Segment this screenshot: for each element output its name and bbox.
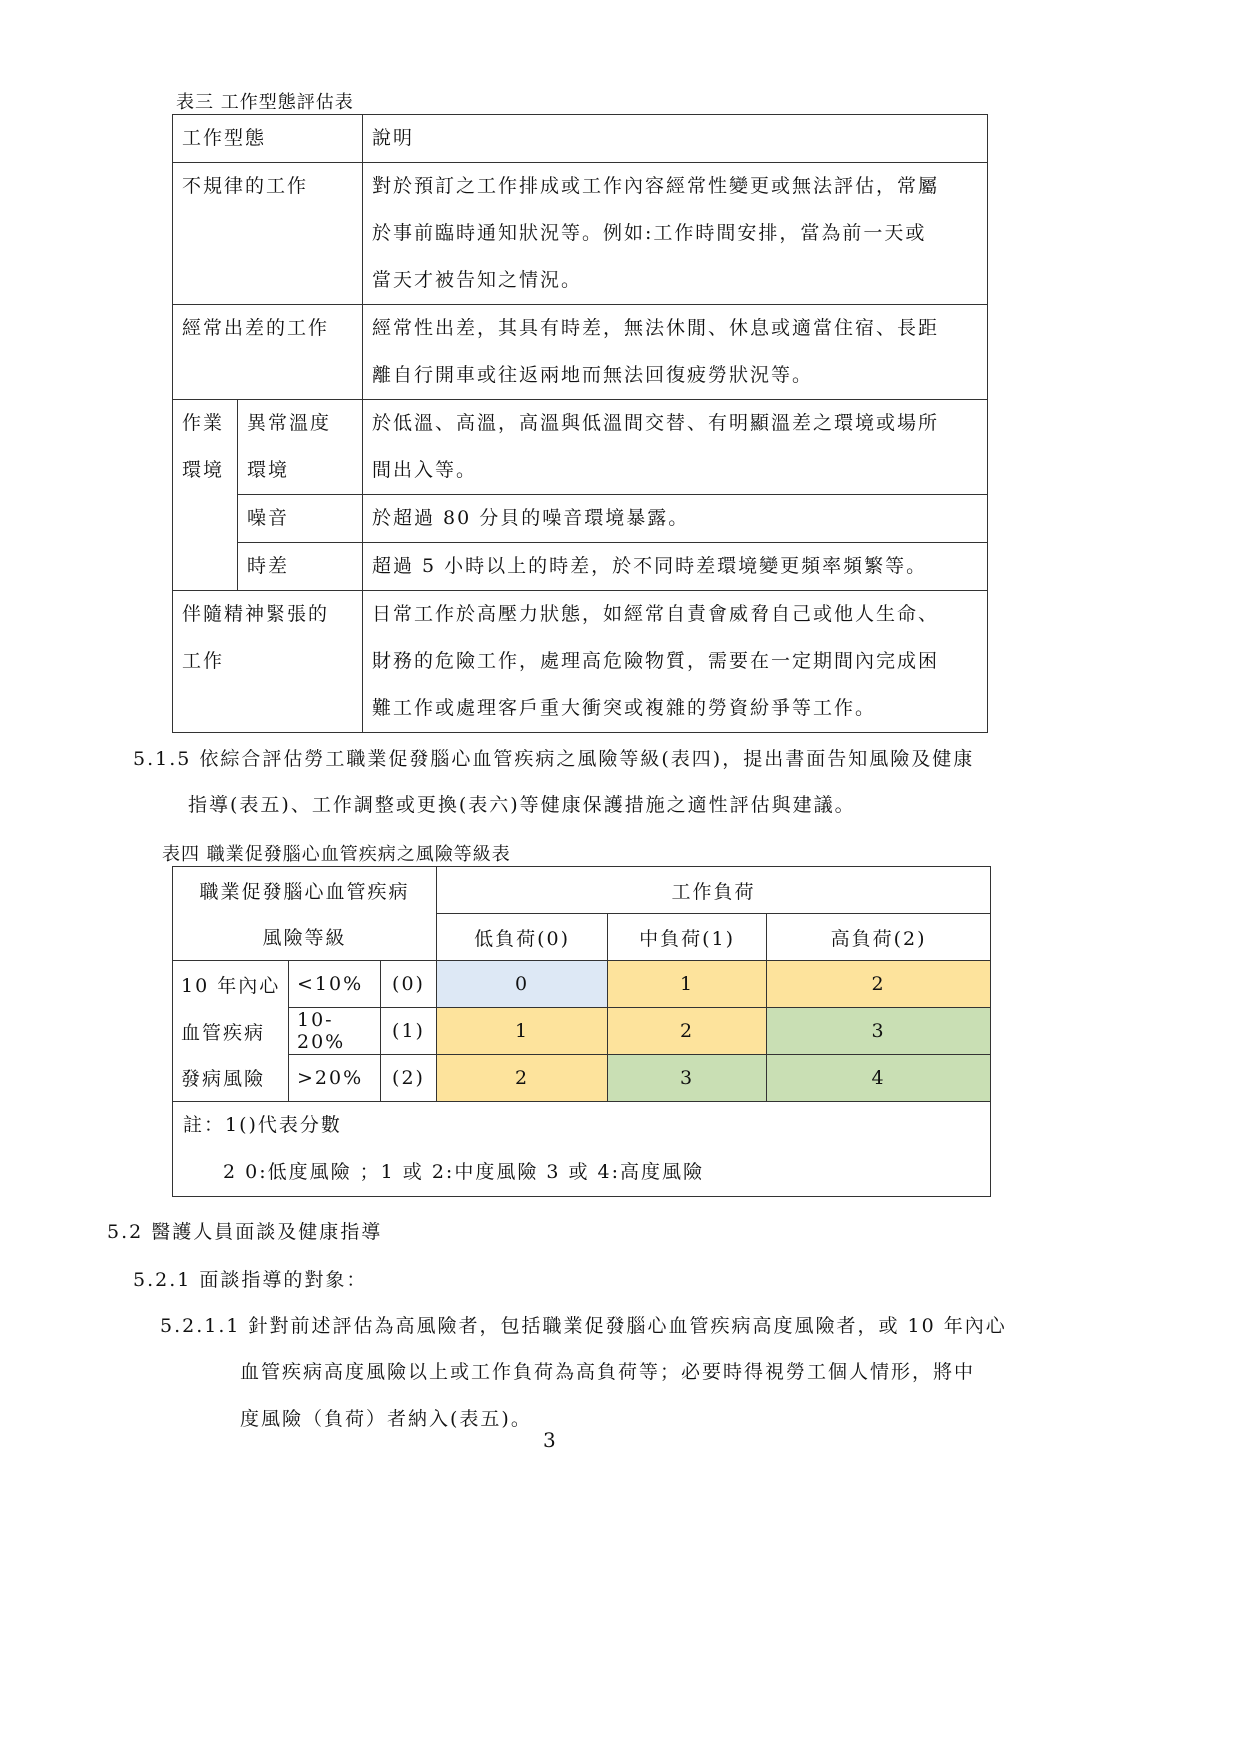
table-note-row (173, 1102, 991, 1197)
risk-cell: 3 (767, 1008, 991, 1055)
row-type-line: 噪音 (247, 507, 290, 529)
note-line1: 註：1()代表分數 (183, 1114, 342, 1136)
env-group-line: 環境 (182, 459, 225, 481)
risk-range: <10% (289, 961, 381, 1008)
work-type-table (172, 114, 988, 733)
row-type (238, 495, 363, 543)
table-row (173, 1055, 991, 1102)
risk-cell: 2 (608, 1008, 767, 1055)
table4-caption: 表四 職業促發腦心血管疾病之風險等級表 (162, 844, 511, 865)
row-desc-line: 於事前臨時通知狀況等。例如:工作時間安排，當為前一天或 (372, 222, 927, 244)
table-row (173, 495, 988, 543)
header-description: 說明 (363, 115, 988, 163)
table-row (173, 543, 988, 591)
row-desc (363, 305, 988, 400)
row-type-line: 環境 (247, 459, 290, 481)
risk-level-table (172, 866, 991, 1197)
row-desc (363, 591, 988, 733)
row-type-line: 經常出差的工作 (182, 317, 330, 339)
row-type-line: 工作 (182, 650, 225, 672)
row-desc-line: 對於預訂之工作排成或工作內容經常性變更或無法評估，常屬 (372, 175, 940, 197)
table-row (173, 591, 988, 733)
row-type (173, 163, 363, 305)
row-desc-line: 難工作或處理客戶重大衝突或複雜的勞資紛爭等工作。 (372, 697, 877, 719)
risk-score: (1) (381, 1008, 437, 1055)
row-desc-line: 財務的危險工作，處理高危險物質，需要在一定期間內完成困 (372, 650, 940, 672)
row-desc (363, 163, 988, 305)
risk-score: (0) (381, 961, 437, 1008)
risk-range: 10-20% (289, 1008, 381, 1055)
risk-cell: 2 (767, 961, 991, 1008)
workload-medium: 中負荷(1) (608, 914, 767, 961)
table-header-row (173, 115, 988, 163)
row-desc-line: 於低溫、高溫，高溫與低溫間交替、有明顯溫差之環境或場所 (372, 412, 940, 434)
table-header-row (173, 867, 991, 914)
env-group-line: 作業 (182, 412, 225, 434)
paragraph-5-1-5-line2: 指導(表五)、工作調整或更換(表六)等健康保護措施之適性評估與建議。 (188, 794, 856, 816)
row-desc-line: 離自行開車或往返兩地而無法回復疲勞狀況等。 (372, 364, 814, 386)
row-type (238, 543, 363, 591)
table3-caption: 表三 工作型態評估表 (176, 92, 354, 113)
table-row (173, 305, 988, 400)
row-desc-line: 日常工作於高壓力狀態，如經常自責會威脅自己或他人生命、 (372, 603, 940, 625)
table-row (173, 400, 988, 495)
row-desc-line: 超過 5 小時以上的時差，於不同時差環境變更頻率頻繁等。 (372, 555, 928, 577)
section-5-2-title: 5.2 醫護人員面談及健康指導 (107, 1221, 383, 1243)
env-group-label (173, 400, 238, 591)
row-type-line: 異常溫度 (247, 412, 332, 434)
risk-cell: 4 (767, 1055, 991, 1102)
workload-header: 工作負荷 (437, 867, 991, 914)
risk-label-line: 10 年內心 (173, 961, 289, 1008)
table-row (173, 163, 988, 305)
risk-cell: 1 (608, 961, 767, 1008)
row-desc-line: 間出入等。 (372, 459, 478, 481)
table-header-row (173, 914, 991, 961)
risk-label-line: 發病風險 (173, 1055, 289, 1102)
row-type-line: 伴隨精神緊張的 (182, 603, 330, 625)
row-desc-line: 經常性出差，其具有時差，無法休閒、休息或適當住宿、長距 (372, 317, 940, 339)
row-type (173, 305, 363, 400)
risk-cell: 3 (608, 1055, 767, 1102)
item-5-2-1-1-line3: 度風險（負荷）者納入(表五)。 (240, 1408, 532, 1430)
table-row (173, 961, 991, 1008)
item-5-2-1-1-line1: 5.2.1.1 針對前述評估為高風險者，包括職業促發腦心血管疾病高度風險者，或 10 年內心 (160, 1315, 1007, 1337)
section-5-2-1-title: 5.2.1 面談指導的對象： (133, 1269, 368, 1291)
risk-range: >20% (289, 1055, 381, 1102)
row-desc-line: 當天才被告知之情況。 (372, 269, 583, 291)
row-desc (363, 400, 988, 495)
risk-score: (2) (381, 1055, 437, 1102)
risk-cell: 2 (437, 1055, 608, 1102)
workload-low: 低負荷(0) (437, 914, 608, 961)
risk-cell: 1 (437, 1008, 608, 1055)
table-note (173, 1102, 991, 1197)
corner-header-line1: 職業促發腦心血管疾病 (173, 867, 437, 914)
risk-cell: 0 (437, 961, 608, 1008)
paragraph-5-1-5-line1: 5.1.5 依綜合評估勞工職業促發腦心血管疾病之風險等級(表四)，提出書面告知風險及健康 (133, 748, 975, 770)
header-work-type: 工作型態 (173, 115, 363, 163)
row-desc (363, 543, 988, 591)
row-desc (363, 495, 988, 543)
row-type-line: 不規律的工作 (182, 175, 309, 197)
row-desc-line: 於超過 80 分貝的噪音環境暴露。 (372, 507, 690, 529)
corner-header-line2: 風險等級 (173, 914, 437, 961)
row-type (173, 591, 363, 733)
row-type-line: 時差 (247, 555, 290, 577)
risk-label-line: 血管疾病 (173, 1008, 289, 1055)
page-number: 3 (543, 1428, 556, 1452)
table-row (173, 1008, 991, 1055)
workload-high: 高負荷(2) (767, 914, 991, 961)
row-type (238, 400, 363, 495)
note-line2: 2 0:低度風險 ；1 或 2:中度風險 3 或 4:高度風險 (223, 1161, 705, 1183)
item-5-2-1-1-line2: 血管疾病高度風險以上或工作負荷為高負荷等；必要時得視勞工個人情形，將中 (240, 1361, 976, 1383)
